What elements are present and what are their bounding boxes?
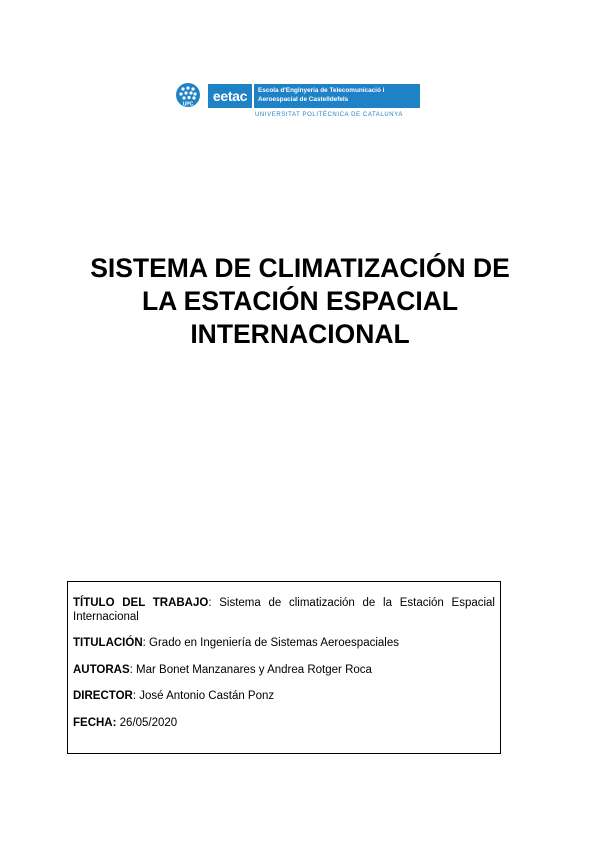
header-logos xyxy=(175,82,425,122)
fecha-value: 26/05/2020 xyxy=(116,716,178,729)
titulo-value: : Sistema de climatización de la Estación Espacial Internacional xyxy=(73,597,495,623)
titulacion-value: : Grado en Ingeniería de Sistemas Aeroespaciales xyxy=(142,637,399,649)
school-name xyxy=(254,84,388,108)
titulo-label: TÍTULO DEL TRABAJO xyxy=(73,597,209,609)
school-name-line1: Escola d'Enginyeria de Telecomunicació i xyxy=(258,87,385,94)
titulacion-label: TITULACIÓN xyxy=(73,637,143,649)
eetac-logo xyxy=(208,84,420,108)
info-titulo xyxy=(73,597,495,624)
info-fecha xyxy=(73,717,495,731)
autoras-value: : Mar Bonet Manzanares y Andrea Rotger Roca xyxy=(129,663,372,676)
title-line-1: SISTEMA DE CLIMATIZACIÓN DE xyxy=(90,253,510,283)
autoras-label: AUTORAS xyxy=(73,663,130,676)
info-director xyxy=(73,690,495,704)
director-value: : José Antonio Castán Ponz xyxy=(132,690,275,702)
info-titulacion xyxy=(73,637,495,651)
title-line-3: INTERNACIONAL xyxy=(190,319,410,349)
project-info-box xyxy=(67,581,501,754)
eetac-logo-word: eetac xyxy=(212,88,248,104)
director-label: DIRECTOR xyxy=(73,690,133,702)
upc-seal-icon xyxy=(175,82,201,110)
university-name: UNIVERSITAT POLITÈCNICA DE CATALUNYA xyxy=(255,112,403,118)
school-name-line2: Aeroespacial de Castelldefels xyxy=(258,96,349,103)
info-autoras xyxy=(73,664,495,678)
svg-text:UPC: UPC xyxy=(182,101,194,108)
title-line-2: LA ESTACIÓN ESPACIAL xyxy=(141,286,459,316)
fecha-label: FECHA: xyxy=(73,716,117,729)
document-title xyxy=(40,252,560,351)
